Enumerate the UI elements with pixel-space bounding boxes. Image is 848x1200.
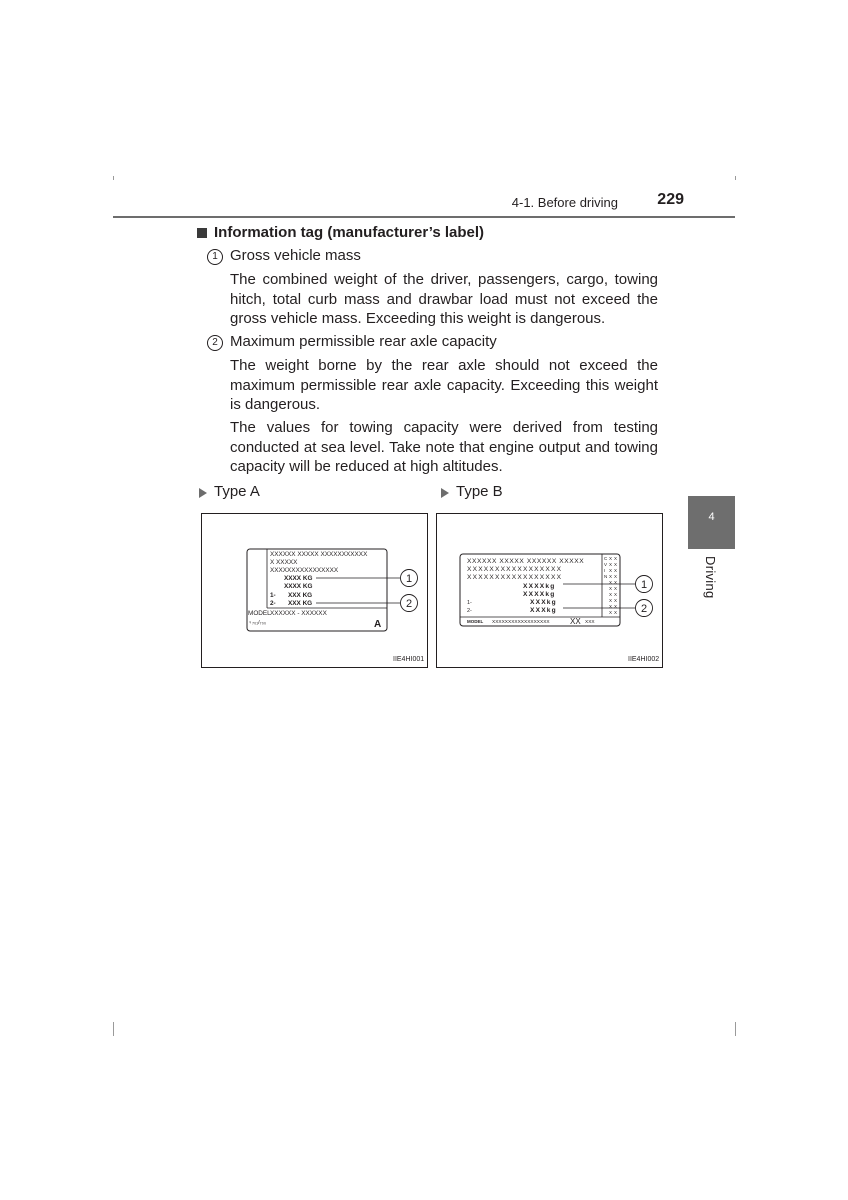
label-line: XXXXXX XXXXX XXXXXXXXXXX xyxy=(270,551,368,558)
label-line: XXXXXX - XXXXXX xyxy=(270,610,327,617)
svg-text:X: X xyxy=(614,568,618,573)
label-line: XXXXXX XXXXX XXXXXX XXXXX xyxy=(467,558,585,565)
item-number-circle: 1 xyxy=(207,249,223,265)
label-line: XXX xyxy=(585,620,595,625)
item-paragraph: The combined weight of the driver, passengers, cargo, towing hitch, total curb mass and drawbar load must not exceed the gross vehicle mass. Exceeding this weight is dangerous. xyxy=(230,271,658,328)
section-heading: Information tag (manufacturer’s label) xyxy=(214,224,485,241)
label-illustration-type-a xyxy=(202,514,429,669)
label-line: XXXX KG xyxy=(284,583,313,590)
svg-text:X: X xyxy=(609,586,613,591)
svg-text:X: X xyxy=(614,604,618,609)
svg-text:X: X xyxy=(614,556,618,561)
label-line: XXXXkg xyxy=(523,583,556,590)
crop-mark xyxy=(113,1022,114,1036)
label-line: XXXXXXXXXXXXXXXX xyxy=(270,567,339,574)
label-outline xyxy=(247,549,387,631)
header-rule xyxy=(113,216,735,218)
label-line: 2- xyxy=(270,600,276,607)
section-label: 4-1. Before driving xyxy=(511,195,618,210)
figure-label-type-a: Type A xyxy=(214,483,260,500)
label-line: X XXXXX xyxy=(270,559,298,566)
callout-number: 2 xyxy=(640,603,648,615)
chapter-tab-number: 4 xyxy=(708,511,715,523)
svg-text:V: V xyxy=(604,562,608,567)
triangle-bullet-icon xyxy=(199,488,207,498)
svg-text:X: X xyxy=(609,574,613,579)
crop-mark xyxy=(735,1022,736,1036)
svg-text:X: X xyxy=(614,580,618,585)
item-paragraph: The values for towing capacity were derived from testing conducted at sea level. Take note that engine output and towing capacity will be reduced at high altitudes. xyxy=(230,419,658,476)
figure-type-b xyxy=(436,513,663,668)
vertical-label-column xyxy=(604,556,617,615)
item-title: Maximum permissible rear axle capacity xyxy=(230,333,497,350)
svg-text:X: X xyxy=(614,598,618,603)
label-line: XXXX KG xyxy=(284,575,313,582)
figure-code: IIE4HI002 xyxy=(628,656,660,663)
label-line: XXXXXXXXXXXXXXXXX xyxy=(467,574,563,581)
item-title: Gross vehicle mass xyxy=(230,247,361,264)
svg-text:N: N xyxy=(604,574,608,579)
svg-text:X: X xyxy=(609,604,613,609)
label-line: XXX KG xyxy=(288,592,313,599)
svg-text:C: C xyxy=(604,556,608,561)
label-line: XXXkg xyxy=(530,607,557,614)
label-line: XXX KG xyxy=(288,600,313,607)
label-line: XXXXXXXXXXXXXXXXX xyxy=(467,566,563,573)
svg-text:X: X xyxy=(614,592,618,597)
label-line: XXXkg xyxy=(530,599,557,606)
svg-text:X: X xyxy=(609,562,613,567)
svg-text:X: X xyxy=(609,568,613,573)
item-number-circle: 2 xyxy=(207,335,223,351)
svg-text:X: X xyxy=(609,580,613,585)
label-line: 1- xyxy=(467,600,472,606)
label-line: XXXXkg xyxy=(523,591,556,598)
item-paragraph: The weight borne by the rear axle should not exceed the maximum permissible rear axle capacity. Exceeding this weight is dangerous. xyxy=(230,357,658,414)
label-line: A xyxy=(374,619,382,630)
callout-number: 1 xyxy=(640,579,648,591)
svg-text:X: X xyxy=(609,598,613,603)
label-line: XXXXXXXXXXXXXXXXXX xyxy=(492,620,550,625)
figure-type-a xyxy=(201,513,428,668)
figure-label-type-b: Type B xyxy=(456,483,503,500)
label-line: MODEL xyxy=(248,610,271,617)
svg-text:X: X xyxy=(614,586,618,591)
square-bullet-icon xyxy=(197,228,207,238)
svg-text:X: X xyxy=(614,610,618,615)
triangle-bullet-icon xyxy=(441,488,449,498)
svg-text:X: X xyxy=(609,610,613,615)
crop-mark xyxy=(113,176,114,180)
callout-number: 1 xyxy=(405,573,413,585)
callout-number: 2 xyxy=(405,598,413,610)
label-line: 1- xyxy=(270,592,276,599)
page-number: 229 xyxy=(657,191,684,208)
svg-text:X: X xyxy=(614,574,618,579)
label-line: XX xyxy=(570,617,581,626)
svg-text:X: X xyxy=(614,562,618,567)
chapter-tab-label: Driving xyxy=(703,556,718,599)
svg-text:X: X xyxy=(609,556,613,561)
label-illustration-type-b xyxy=(437,514,664,669)
crop-mark xyxy=(735,176,736,180)
svg-text:I: I xyxy=(604,568,606,573)
label-line: 2- xyxy=(467,608,472,614)
label-line: ♀₇₀₁/₇₀₀ xyxy=(248,620,267,626)
svg-text:X: X xyxy=(609,592,613,597)
figure-code: IIE4HI001 xyxy=(393,656,425,663)
label-line: MODEL xyxy=(467,619,484,624)
